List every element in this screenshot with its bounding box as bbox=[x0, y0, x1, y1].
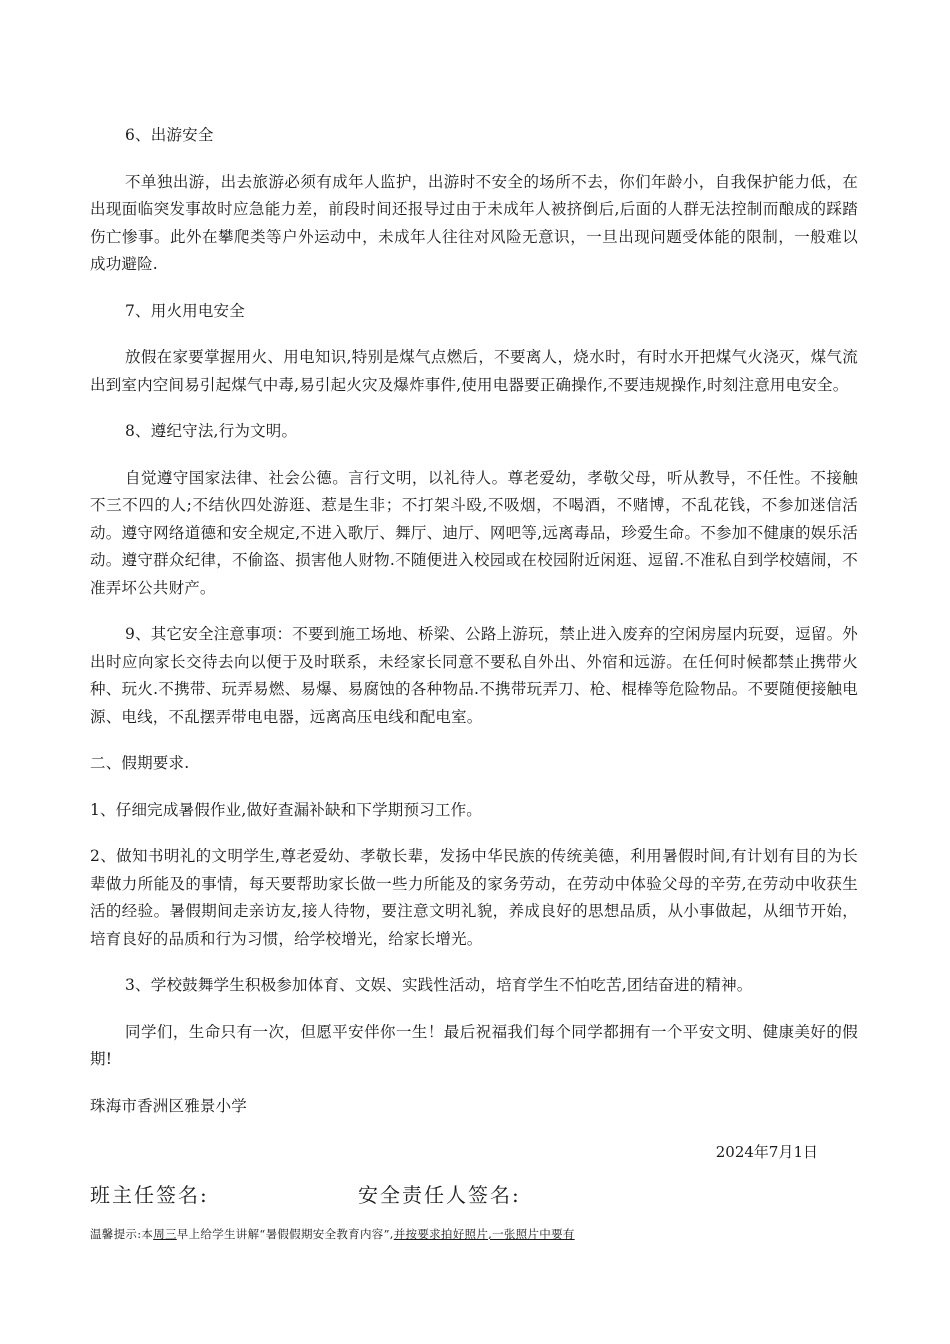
class-teacher-signature-label: 班主任签名: bbox=[90, 1183, 209, 1207]
requirement-item-1: 1、仔细完成暑假作业,做好查漏补缺和下学期预习工作。 bbox=[90, 800, 482, 819]
paragraph-other-safety: 9、其它安全注意事项：不要到施工场地、桥梁、公路上游玩，禁止进入废弃的空闲房屋内玩耍，逗留。外出时应向家长交待去向以便于及时联系，未经家长同意不要私自外出、外宿和远游。在任何时候都禁止携带火种、玩火.不携带、玩弄易燃、易爆、易腐蚀的各种物品.不携带玩弄刀、枪、棍棒等危险物品。不要随便接触电源、电线，不乱摆弄带电电器，远离高压电线和配电室。 bbox=[90, 625, 858, 726]
closing-paragraph: 同学们，生命只有一次，但愿平安伴你一生！最后祝福我们每个同学都拥有一个平安文明、健康美好的假期! bbox=[90, 1022, 858, 1068]
signature-row bbox=[90, 1179, 858, 1211]
requirement-item-3: 3、学校鼓舞学生积极参加体育、文娱、实践性活动，培育学生不怕吃苦,团结奋进的精神。 bbox=[125, 976, 753, 994]
reminder-text-a: 温馨提示:本 bbox=[90, 1227, 154, 1241]
reminder-text-photo-requirement: 并按要求拍好照片,一张照片中要有 bbox=[393, 1227, 575, 1241]
paragraph-travel-safety: 不单独出游，出去旅游必须有成年人监护，出游时不安全的场所不去，你们年龄小，自我保护能力低，在出现面临突发事故时应急能力差，前段时间还报导过由于未成年人被挤倒后,后面的人群无法控制而酿成的踩踏伤亡惨事。此外在攀爬类等户外运动中，未成年人往往对风险无意识，一旦出现问题受体能的限制，一般难以成功避险. bbox=[90, 172, 858, 273]
paragraph-fire-electric-safety: 放假在家要掌握用火、用电知识,特别是煤气点燃后，不要离人，烧水时，有时水开把煤气火浇灭，煤气流出到室内空间易引起煤气中毒,易引起火灾及爆炸事件,使用电器要正确操作,不要违规操作,时刻注意用电安全。 bbox=[90, 348, 858, 394]
section-heading-travel-safety: 6、出游安全 bbox=[125, 126, 214, 144]
reminder-text-weekday: 周三 bbox=[153, 1227, 177, 1241]
document-page bbox=[90, 122, 858, 1243]
reminder-text-c: 早上给学生讲解“暑假假期安全教育内容”, bbox=[176, 1227, 394, 1241]
section-heading-holiday-requirements: 二、假期要求. bbox=[90, 754, 190, 772]
section-heading-law-conduct: 8、遵纪守法,行为文明。 bbox=[125, 422, 298, 440]
paragraph-law-conduct: 自觉遵守国家法律、社会公德。言行文明，以礼待人。尊老爱幼，孝敬父母，听从教导，不任性。不接触不三不四的人;不结伙四处游逛、惹是生非；不打架斗殴,不吸烟，不喝酒，不赌博，不乱花钱，不参加迷信活动。遵守网络道德和安全规定,不进入歌厅、舞厅、迪厅、网吧等,远离毒品，珍爱生命。不参加不健康的娱乐活动。遵守群众纪律，不偷盗、损害他人财物.不随便进入校园或在校园附近闲逛、逗留.不准私自到学校嬉闹，不准弄坏公共财产。 bbox=[90, 468, 858, 597]
school-name: 珠海市香洲区雅景小学 bbox=[90, 1096, 248, 1115]
reminder-note bbox=[90, 1225, 858, 1243]
section-heading-fire-electric-safety: 7、用火用电安全 bbox=[125, 301, 245, 320]
requirement-item-2: 2、做知书明礼的文明学生,尊老爱幼、孝敬长辈，发扬中华民族的传统美德，利用暑假时间,有计划有目的为长辈做力所能及的事情，每天要帮助家长做一些力所能及的家务劳动，在劳动中体验父母的辛劳,在劳动中收获生活的经验。暑假期间走亲访友,接人待物，要注意文明礼貌，养成良好的思想品质，从小事做起，从细节开始，培育良好的品质和行为习惯，给学校增光，给家长增光。 bbox=[90, 847, 858, 948]
document-date: 2024年7月1日 bbox=[715, 1143, 818, 1161]
safety-officer-signature-label: 安全责任人签名: bbox=[358, 1183, 521, 1207]
